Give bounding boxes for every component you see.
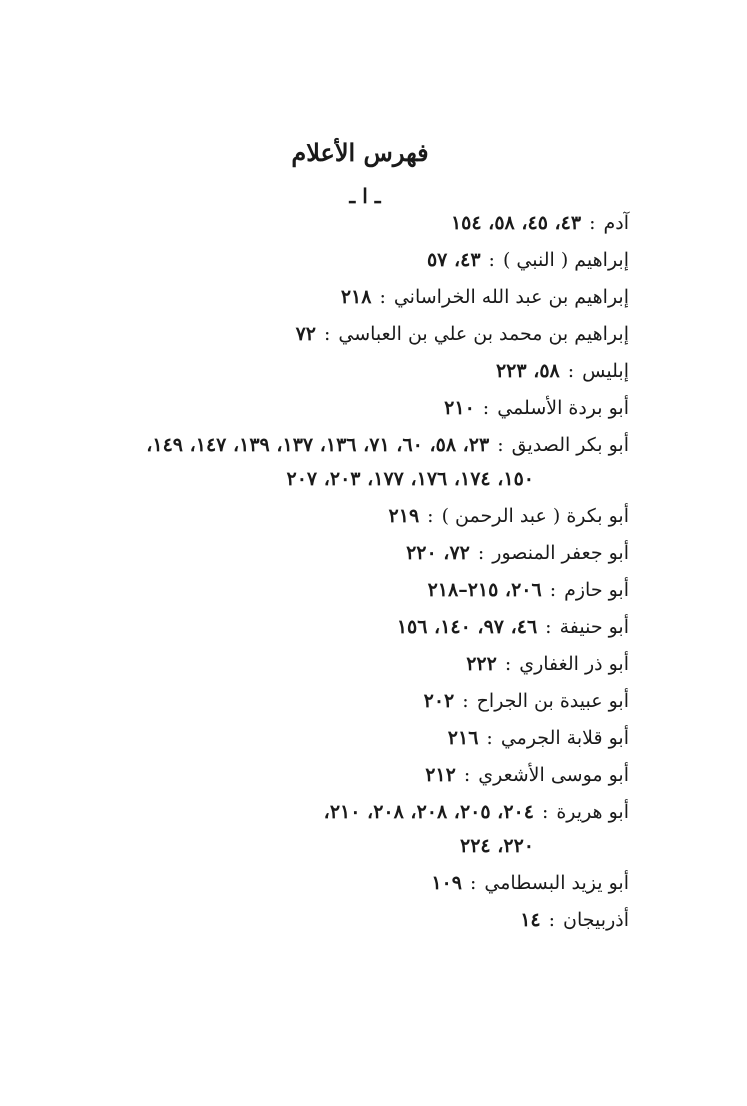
index-entry: إبراهيم بن عبد الله الخراساني:٢١٨ <box>340 286 629 308</box>
index-entry: أذربيجان:١٤ <box>520 909 629 931</box>
entry-name: أبو حازم <box>564 579 629 601</box>
entry-name: أبو ذر الغفاري <box>519 653 629 675</box>
entry-pages: ٤٣، ٤٥، ٥٨، ١٥٤ <box>450 212 582 234</box>
entry-pages: ٢١٩ <box>388 505 420 527</box>
entry-name: آدم <box>603 212 629 234</box>
entry-pages: ٤٣، ٥٧ <box>426 249 481 271</box>
entry-name: أبو بكرة ( عبد الرحمن ) <box>441 505 629 527</box>
entry-pages: ٢١٢ <box>425 764 456 786</box>
entry-pages: ٥٨، ٢٢٣ <box>495 360 560 382</box>
entry-pages: ٢٠٦، ٢١٥–٢١٨ <box>427 579 542 601</box>
index-entry: أبو يزيد البسطامي:١٠٩ <box>431 872 629 894</box>
entry-name: أبو عبيدة بن الجراح <box>476 690 629 712</box>
entry-pages: ٢١٨ <box>340 286 372 308</box>
entry-pages: ١٤ <box>520 909 541 931</box>
section-letter: ـ ا ـ <box>349 184 381 208</box>
index-entry: أبو حازم:٢٠٦، ٢١٥–٢١٨ <box>427 579 629 601</box>
index-entry: إبراهيم بن محمد بن علي بن العباسي:٧٢ <box>295 323 629 345</box>
index-entry: أبو ذر الغفاري:٢٢٢ <box>466 653 629 675</box>
index-entry: إبليس:٥٨، ٢٢٣ <box>495 360 629 382</box>
entry-name: أبو حنيفة <box>559 616 629 638</box>
entry-name: أبو قلابة الجرمي <box>500 727 629 749</box>
entry-name: إبليس <box>582 360 629 382</box>
entry-name: إبراهيم بن عبد الله الخراساني <box>393 286 629 308</box>
index-entry: أبو حنيفة:٤٦، ٩٧، ١٤٠، ١٥٦ <box>396 616 629 638</box>
index-entry: إبراهيم ( النبي ):٤٣، ٥٧ <box>426 249 629 271</box>
entry-name: أبو موسى الأشعري <box>478 764 629 786</box>
entry-name: أبو جعفر المنصور <box>492 542 629 564</box>
index-entry: أبو بردة الأسلمي:٢١٠ <box>444 397 629 419</box>
index-entry: أبو بكرة ( عبد الرحمن ):٢١٩ <box>388 505 629 527</box>
entry-name: أذربيجان <box>563 909 629 931</box>
index-entries <box>69 210 629 944</box>
entry-pages: ٢٠٤، ٢٠٥، ٢٠٨، ٢٠٨، ٢١٠، <box>323 801 534 823</box>
page-title: فهرس الأعلام <box>291 138 429 167</box>
entry-pages: ٢٣، ٥٨، ٦٠، ٧١، ١٣٦، ١٣٧، ١٣٩، ١٤٧، ١٤٩، <box>146 434 490 456</box>
entry-name: أبو بكر الصديق <box>511 434 629 456</box>
entry-pages-continued: ١٥٠، ١٧٤، ١٧٦، ١٧٧، ٢٠٣، ٢٠٧ <box>286 468 534 490</box>
entry-name: أبو هريرة <box>556 801 629 823</box>
entry-name: إبراهيم بن محمد بن علي بن العباسي <box>338 323 629 345</box>
entry-pages-continued: ٢٢٠، ٢٢٤ <box>460 835 534 857</box>
entry-pages: ٢١٦ <box>447 727 479 749</box>
index-entry: آدم:٤٣، ٤٥، ٥٨، ١٥٤ <box>450 212 629 234</box>
entry-name: أبو يزيد البسطامي <box>484 872 629 894</box>
entry-pages: ١٠٩ <box>431 872 462 894</box>
entry-pages: ٧٢، ٢٢٠ <box>406 542 470 564</box>
index-entry: أبو موسى الأشعري:٢١٢ <box>425 764 629 786</box>
index-entry: أبو هريرة:٢٠٤، ٢٠٥، ٢٠٨، ٢٠٨، ٢١٠، ٢٢٠، ٢٢٤ <box>69 799 629 859</box>
entry-pages: ٤٦، ٩٧، ١٤٠، ١٥٦ <box>396 616 538 638</box>
index-entry: أبو بكر الصديق:٢٣، ٥٨، ٦٠، ٧١، ١٣٦، ١٣٧، ١٣٩، ١٤٧، ١٤٩، ١٥٠، ١٧٤، ١٧٦، ١٧٧، ٢٠٣، ٢٠٧ <box>69 432 629 492</box>
entry-pages: ٧٢ <box>295 323 316 345</box>
entry-pages: ٢١٠ <box>444 397 475 419</box>
index-entry: أبو جعفر المنصور:٧٢، ٢٢٠ <box>406 542 629 564</box>
entry-pages: ٢٠٢ <box>423 690 455 712</box>
index-entry: أبو عبيدة بن الجراح:٢٠٢ <box>423 690 629 712</box>
entry-name: إبراهيم ( النبي ) <box>502 249 629 271</box>
entry-name: أبو بردة الأسلمي <box>497 397 629 419</box>
index-entry: أبو قلابة الجرمي:٢١٦ <box>447 727 629 749</box>
entry-pages: ٢٢٢ <box>466 653 497 675</box>
